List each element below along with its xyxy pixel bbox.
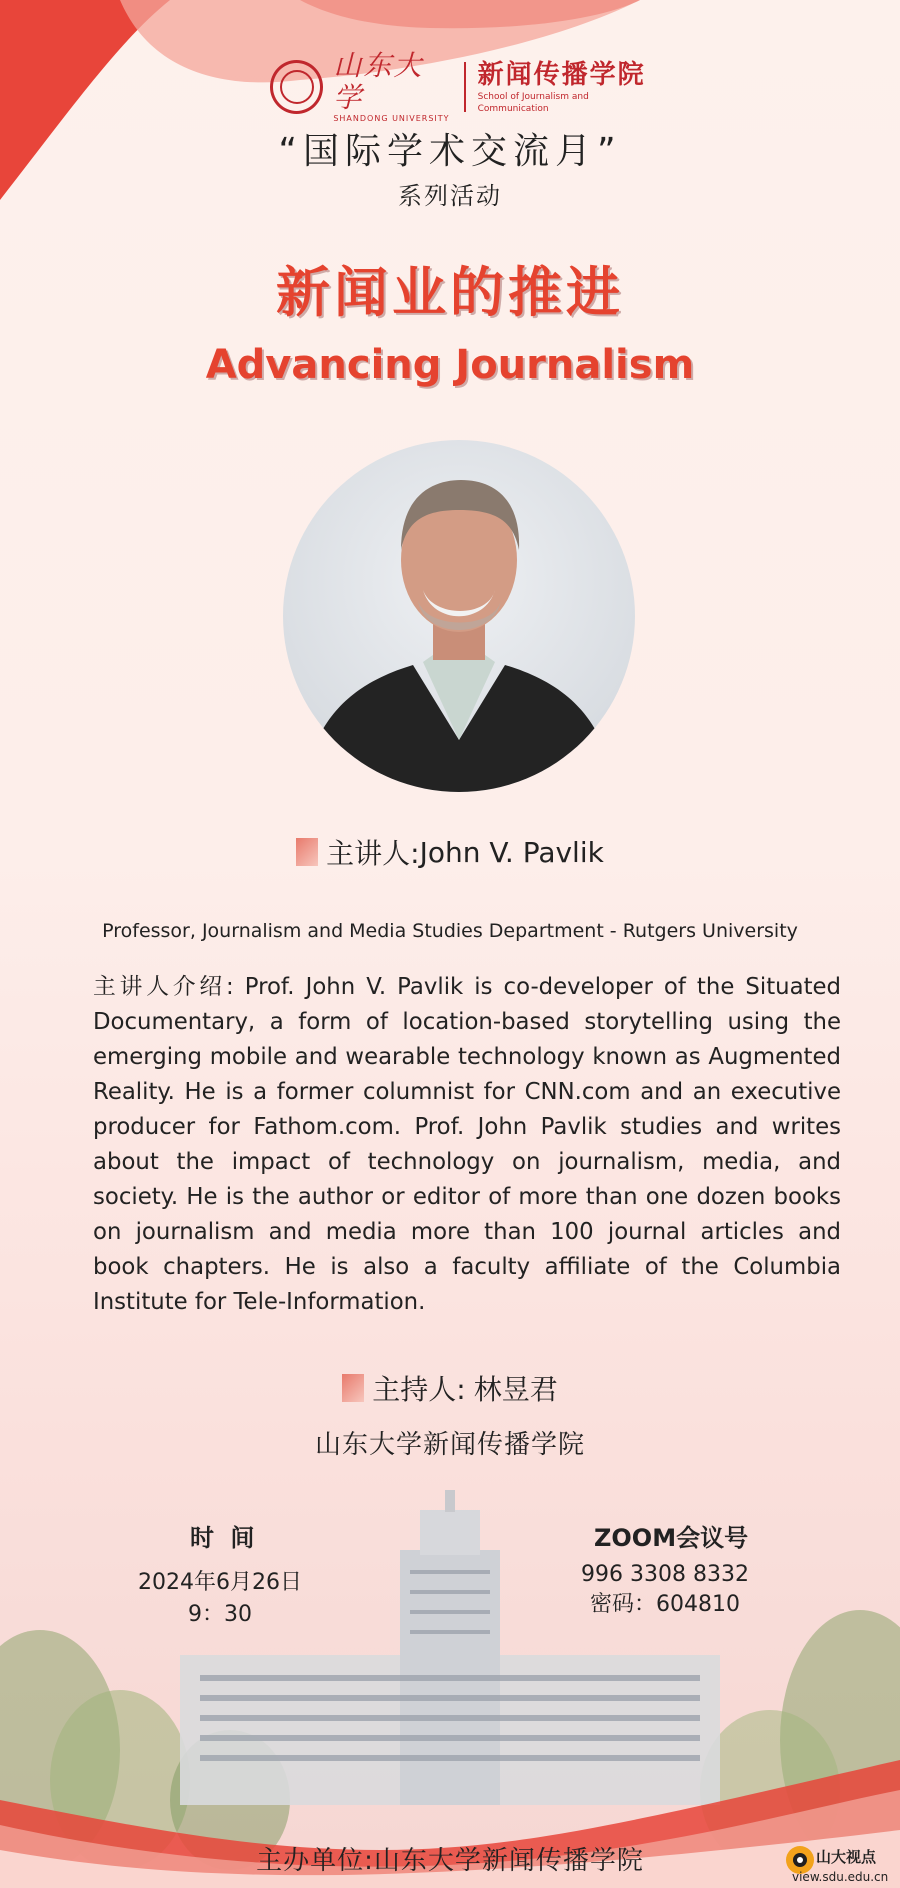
- speaker-label: 主讲人:: [326, 837, 420, 870]
- speaker-portrait: [283, 440, 635, 792]
- time-heading: 时 间: [190, 1524, 259, 1552]
- corner-brand-url: view.sdu.edu.cn: [792, 1870, 889, 1884]
- school-name-en: School of Journalism and Communication: [477, 92, 589, 114]
- speaker-role: Professor, Journalism and Media Studies Department - Rutgers University: [102, 920, 798, 942]
- university-name-cn: 山东大学: [333, 49, 424, 114]
- lecture-title-en: Advancing Journalism: [205, 342, 695, 388]
- event-date: 2024年6月26日: [138, 1570, 302, 1595]
- host-organization: 山东大学新闻传播学院: [314, 1430, 585, 1460]
- bullet-marker-icon: [296, 838, 318, 866]
- host-row: [0, 1368, 900, 1408]
- zoom-heading: ZOOM会议号: [594, 1524, 749, 1552]
- series-subtitle: 系列活动: [398, 182, 502, 210]
- zoom-password: 密码：604810: [590, 1592, 740, 1617]
- series-title: “国际学术交流月”: [278, 131, 622, 172]
- speaker-row: [0, 832, 900, 872]
- lecture-title-cn: 新闻业的推进: [276, 261, 624, 324]
- university-name-en: SHANDONG UNIVERSITY: [333, 114, 450, 123]
- event-time: 9：30: [188, 1602, 252, 1627]
- university-seal-icon: [270, 60, 323, 114]
- host-label: 主持人:: [372, 1373, 466, 1406]
- school-logo: [270, 49, 660, 123]
- campus-building-illustration: [0, 1490, 900, 1888]
- logo-divider: [464, 62, 466, 112]
- corner-brand-name: 山大视点: [816, 1848, 877, 1866]
- school-name-cn: 新闻传播学院: [477, 60, 646, 90]
- speaker-bio: 主讲人介绍: Prof. John V. Pavlik is co-developer of the Situated Documentary, a form of location-based storytelling using the emerging mobile and wearable technology known as Augmented Reality. He is a former columnist for CNN.com and an executive producer for Fathom.com. Prof. John Pavlik studies and writes about the impact of technology on journalism, media, and society. He is the author or editor of more than one dozen books on journalism and media more than 100 journal articles and book chapters. He is also a faculty affiliate of the Columbia Institute for Tele-Information.: [93, 974, 841, 1315]
- organizer: 主办单位:山东大学新闻传播学院: [256, 1846, 644, 1876]
- zoom-meeting-id: 996 3308 8332: [581, 1562, 749, 1587]
- host-name: 林昱君: [473, 1373, 558, 1406]
- bullet-marker-icon: [342, 1374, 364, 1402]
- speaker-name: John V. Pavlik: [419, 835, 604, 869]
